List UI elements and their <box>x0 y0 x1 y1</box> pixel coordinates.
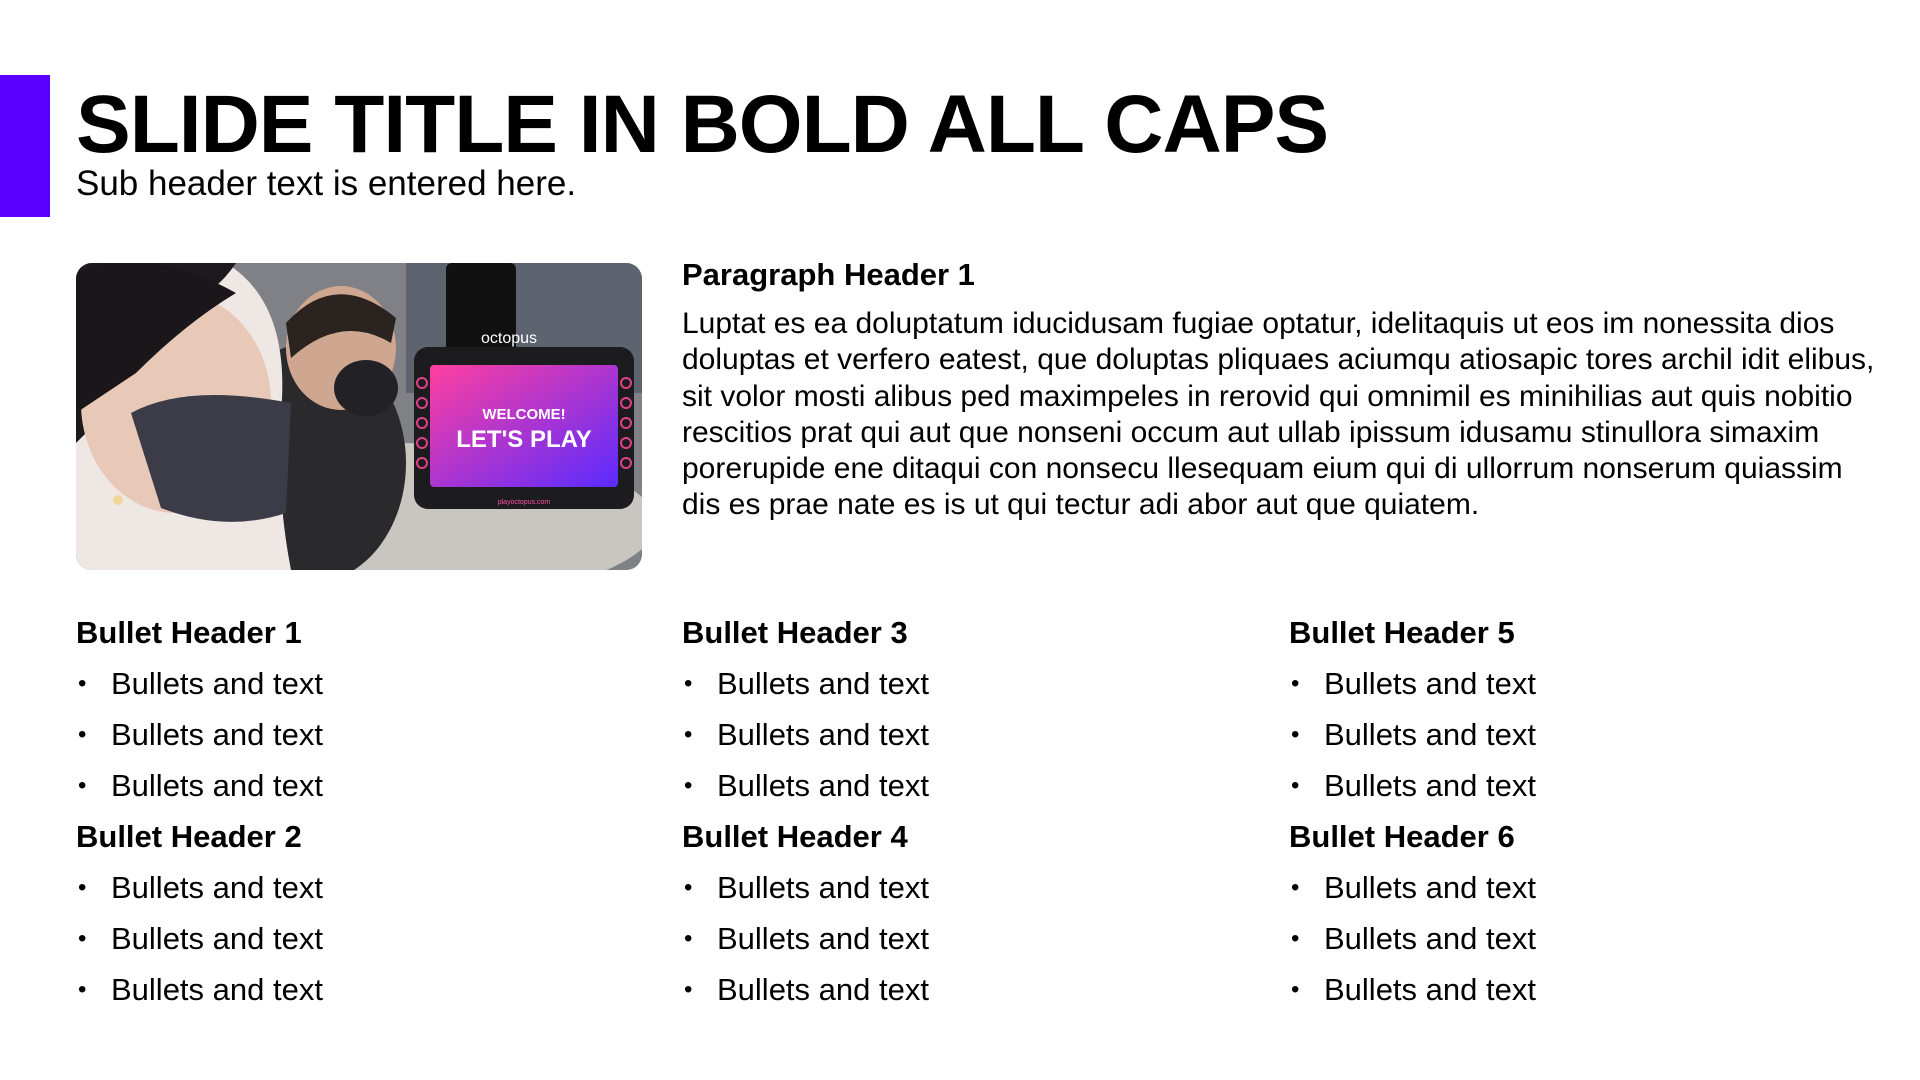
bullet-icon: • <box>684 925 693 952</box>
bullet-text: Bullets and text <box>717 921 929 956</box>
bullet-item <box>1289 969 1849 1020</box>
photo-rideshare-tablet <box>76 263 642 570</box>
tablet-device <box>414 330 634 509</box>
bullet-header: Bullet Header 5 <box>1289 615 1515 650</box>
bullet-item <box>682 663 1242 714</box>
bullet-icon: • <box>684 874 693 901</box>
bullet-text: Bullets and text <box>717 717 929 752</box>
bullet-icon: • <box>1291 874 1300 901</box>
accent-bar <box>0 75 50 217</box>
bullet-item <box>76 714 636 765</box>
tablet-screen-line2: LET'S PLAY <box>456 426 592 453</box>
bullet-text: Bullets and text <box>111 870 323 905</box>
bullet-header: Bullet Header 4 <box>682 819 908 854</box>
bullet-header: Bullet Header 1 <box>76 615 302 650</box>
bullet-item <box>682 714 1242 765</box>
bullet-icon: • <box>78 976 87 1003</box>
tablet-screen-url: playoctopus.com <box>497 499 551 506</box>
bullet-item <box>76 765 636 816</box>
bullet-list <box>76 867 636 1020</box>
bullet-item <box>76 663 636 714</box>
bullet-item <box>1289 663 1849 714</box>
bullet-icon: • <box>78 874 87 901</box>
tablet-screen-line1: WELCOME! <box>482 406 566 423</box>
bullet-icon: • <box>1291 925 1300 952</box>
bullet-item <box>76 918 636 969</box>
paragraph-header: Paragraph Header 1 <box>682 257 975 292</box>
slide-subtitle: Sub header text is entered here. <box>76 164 577 203</box>
bullet-text: Bullets and text <box>111 666 323 701</box>
bullet-header: Bullet Header 3 <box>682 615 908 650</box>
bullet-text: Bullets and text <box>111 972 323 1007</box>
bullet-icon: • <box>684 670 693 697</box>
bullet-icon: • <box>78 925 87 952</box>
bullet-column-2 <box>682 612 1242 1020</box>
bullet-list <box>1289 867 1849 1020</box>
bullet-text: Bullets and text <box>1324 717 1536 752</box>
bullet-icon: • <box>1291 670 1300 697</box>
bullet-icon: • <box>1291 976 1300 1003</box>
paragraph-body: Luptat es ea doluptatum iducidusam fugiae optatur, idelitaquis ut eos im nonessita dios doluptas et verfero eatest, que doluptas pliquaes aciumqu atiosapic tores archil idit elibus, sit volor mosti alibus ped maximpeles in rerovid qui omnimil es minihilias aut quis nobitio rescitios prat qui aut que nonseni occum aut ullab ipissum idusamu stinullora simaxim porerupide ene ditaqui con nonsecu llesequam eium qui di ullorrum nonserum quiassim dis es prae nate es is ut qui tectur adi abor aut que quiatem. <box>682 307 1875 522</box>
bullet-text: Bullets and text <box>1324 768 1536 803</box>
bullet-text: Bullets and text <box>111 768 323 803</box>
bullet-item <box>682 867 1242 918</box>
bullet-icon: • <box>684 976 693 1003</box>
bullet-item <box>1289 765 1849 816</box>
bullet-item <box>1289 714 1849 765</box>
bullet-text: Bullets and text <box>1324 921 1536 956</box>
bullet-header: Bullet Header 2 <box>76 819 302 854</box>
bullet-text: Bullets and text <box>717 666 929 701</box>
bullet-item <box>1289 867 1849 918</box>
bullet-item <box>682 765 1242 816</box>
bullet-text: Bullets and text <box>1324 870 1536 905</box>
bullet-icon: • <box>78 721 87 748</box>
bullet-text: Bullets and text <box>1324 972 1536 1007</box>
bullet-text: Bullets and text <box>717 972 929 1007</box>
bullet-icon: • <box>684 772 693 799</box>
bullet-icon: • <box>78 670 87 697</box>
bullet-icon: • <box>1291 721 1300 748</box>
slide-title: SLIDE TITLE IN BOLD ALL CAPS <box>76 79 1329 170</box>
bullet-text: Bullets and text <box>111 717 323 752</box>
bullet-list <box>682 663 1242 816</box>
bullet-item <box>682 918 1242 969</box>
bullet-icon: • <box>1291 772 1300 799</box>
bullet-item <box>76 867 636 918</box>
bullet-text: Bullets and text <box>1324 666 1536 701</box>
bullet-header: Bullet Header 6 <box>1289 819 1515 854</box>
bullet-icon: • <box>684 721 693 748</box>
bullet-column-3 <box>1289 612 1849 1020</box>
bullet-text: Bullets and text <box>717 768 929 803</box>
bullet-column-1 <box>76 612 636 1020</box>
bullet-icon: • <box>78 772 87 799</box>
bullet-item <box>682 969 1242 1020</box>
bullet-list <box>682 867 1242 1020</box>
bullet-item <box>76 969 636 1020</box>
tablet-brand: octopus <box>481 330 538 347</box>
bullet-item <box>1289 918 1849 969</box>
bullet-list <box>76 663 636 816</box>
bullet-text: Bullets and text <box>111 921 323 956</box>
bullet-text: Bullets and text <box>717 870 929 905</box>
bullet-list <box>1289 663 1849 816</box>
